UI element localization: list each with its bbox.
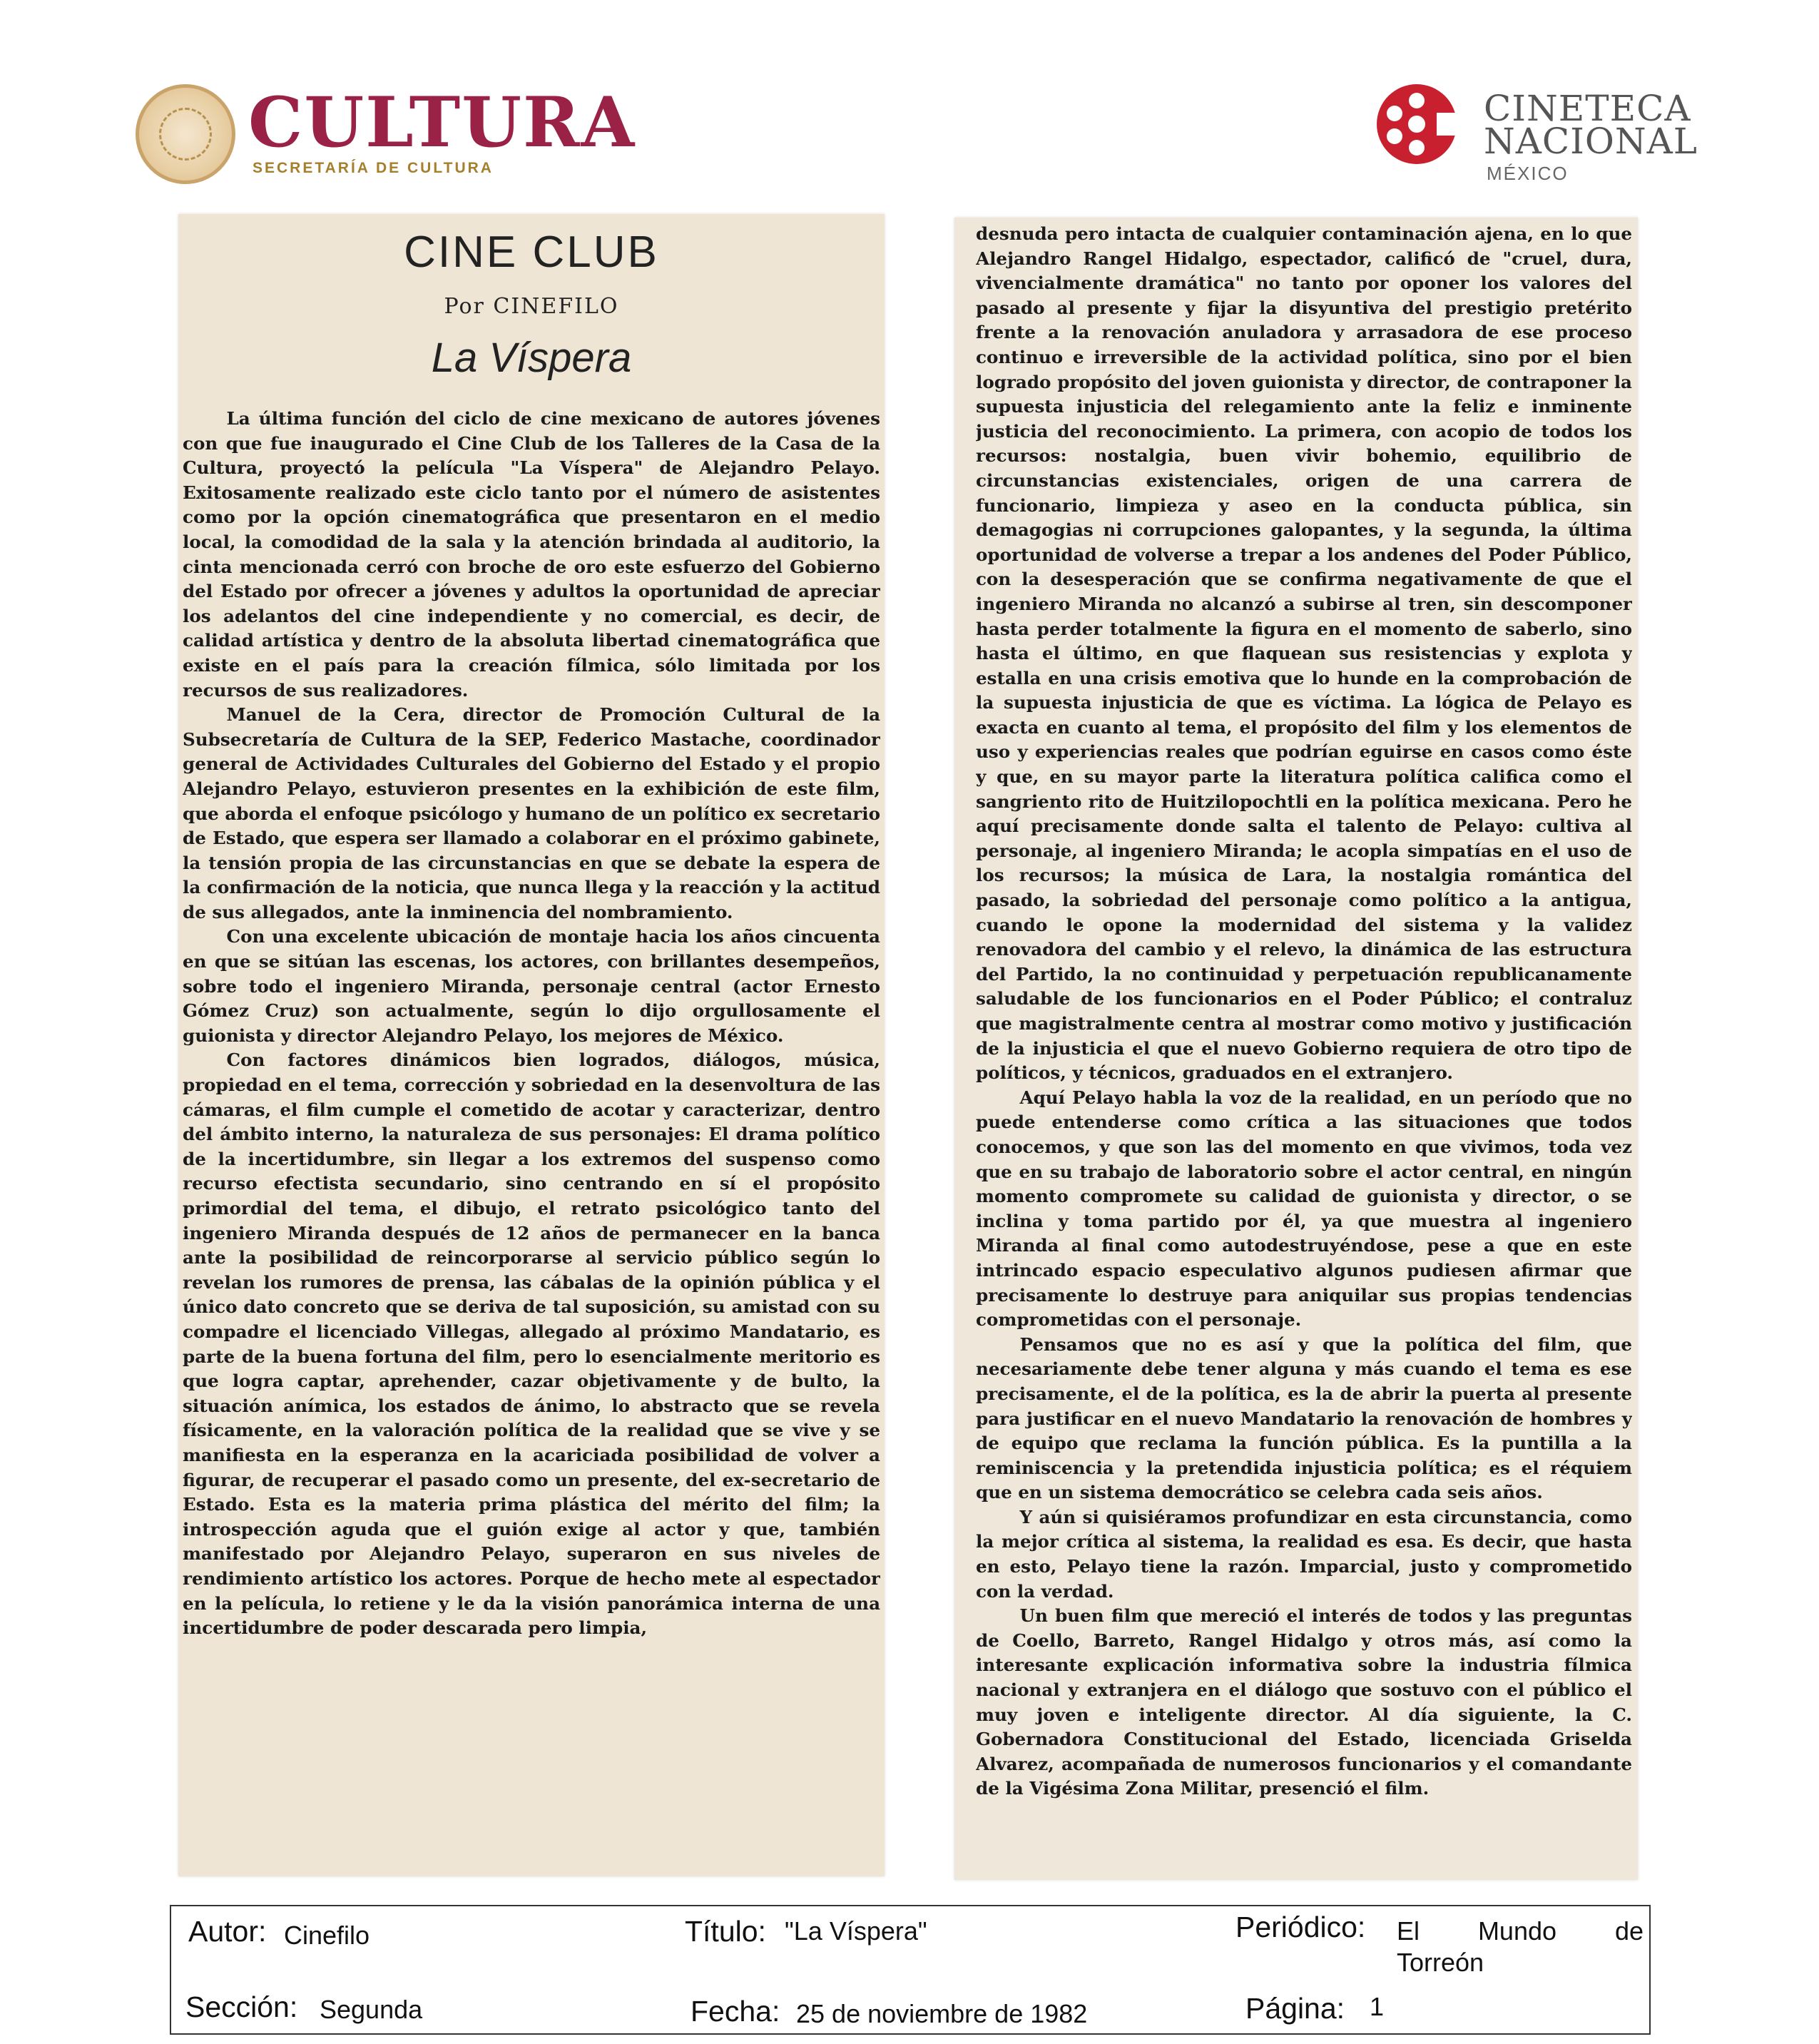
article-paragraph: Con una excelente ubicación de montaje hacia los años cincuenta en que se sitúan las escenas, los actores, con brillantes desempeños, sobre todo el ingeniero Miranda, personaje central (actor Ernesto Gómez Cruz) son actualmente, según lo dijo orgullosamente el guionista y director Alejandro Pelayo, los mejores de México. — [183, 926, 880, 1046]
metadata-box — [170, 1905, 1651, 2035]
headline: La Víspera — [431, 335, 632, 381]
newspaper-clipping-left — [178, 214, 885, 1876]
cultura-logo-title: CULTURA — [248, 82, 636, 163]
article-paragraph: Y aún si quisiéramos profundizar en esta circunstancia, como la mejor crítica al sistema, la realidad es esa. Es decir, que hasta en esto, Pelayo tiene la razón. Imparcial, justo y comprometido con la verdad. — [976, 1506, 1632, 1602]
fecha-label: Fecha: — [691, 1995, 780, 2028]
autor-label: Autor: — [188, 1915, 267, 1948]
seccion-label: Sección: — [185, 1990, 298, 2023]
autor-value: Cinefilo — [284, 1921, 370, 1950]
fecha-value: 25 de noviembre de 1982 — [796, 1999, 1088, 2028]
periodico-value-line2: Torreón — [1397, 1948, 1484, 1977]
article-paragraph: Con factores dinámicos bien logrados, diálogos, música, propiedad en el tema, corrección y sobriedad en la desenvoltura de las cámaras, el film cumple el cometido de acotar y caracterizar, dentro del ámbito interno, la naturaleza de sus personajes: El drama político de la incertidumbre, sin llegar a los extremos del suspenso como recurso efectista secundario, sino centrando en sí el propósito primordial del tema, el dibujo, el retrato psicológico tanto del ingeniero Miranda después de 12 años de permanecer en la banca ante la posibilidad de reincorporarse al servicio público según lo revelan los rumores de prensa, las cábalas de la opinión pública y el único dato concreto que se deriva de tal suposición, su amistad con su compadre el licenciado Villegas, allegado al próximo Mandatario, es parte de la buena fortuna del film, pero lo esencialmente meritorio es que logra captar, aprehender, cazar objetivamente y de bulto, la situación anímica, los estados de ánimo, lo abstracto que se revela físicamente, en la valoración política de la realidad que se vive y se manifiesta en la esperanza en la acariciada posibilidad de volver a figurar, de recuperar el pasado como un presente, del ex-secretario de Estado. Esta es la materia prima plástica del mérito del film; la introspección aguda que el guión exige al actor y que, también manifestado por Alejandro Pelayo, superaron en sus niveles de rendimiento artístico los actores. Porque de hecho mete al espectador en la película, lo retiene y le da la visión panorámica interna de una incertidumbre de poder descarada pero limpia, — [183, 1049, 880, 1639]
article-paragraph: Pensamos que no es así y que la política del film, que necesariamente debe tener alguna y más cuando el tema es ese precisamente, el de la política, es la de abrir la puerta al presente para justificar en el nuevo Mandatario la renovación de hombres y de equipo que reclama la función pública. Es la puntilla a la reminiscencia y la pretendida injusticia política; es el réquiem que en un sistema democrático se celebra cada seis años. — [976, 1333, 1632, 1503]
periodico-value-line1: El Mundo de — [1397, 1916, 1644, 1946]
cineteca-logo-line2: NACIONAL — [1484, 121, 1698, 162]
cineteca-logo-line3: MÉXICO — [1487, 163, 1569, 184]
article-column-left — [183, 407, 880, 1869]
titulo-label: Título: — [685, 1915, 766, 1948]
seccion-value: Segunda — [320, 1995, 423, 2024]
cineteca-logo — [1377, 84, 1698, 184]
byline: Por CINEFILO — [444, 294, 619, 319]
cultura-logo — [136, 82, 636, 184]
article-paragraph: Un buen film que mereció el interés de todos y las preguntas de Coello, Barreto, Rangel Hidalgo y otros más, así como la interesante explicación informativa sobre la industria fílmica nacional y extranjera en el diálogo que sostuvo con el público el muy joven e inteligente director. Al día siguiente, la C. Gobernadora Constitucional del Estado, licenciada Griselda Alvarez, acompañada de numerosos funcionarios y el comandante de la Vigésima Zona Militar, presenció el film. — [976, 1605, 1632, 1799]
article-column-right — [976, 222, 1632, 1877]
periodico-label: Periódico: — [1235, 1911, 1366, 1943]
article-paragraph: La última función del ciclo de cine mexicano de autores jóvenes con que fue inaugurado el Cine Club de los Talleres de la Casa de la Cultura, proyectó la película "La Víspera" de Alejandro Pelayo. Exitosamente realizado este ciclo tanto por el número de asistentes como por la opción cinematográfica que presentaron en el medio local, la comodidad de la sala y la atención brindada al auditorio, la cinta mencionada cerró con broche de oro este esfuerzo del Gobierno del Estado por ofrecer a jóvenes y adultos la oportunidad de apreciar los adelantos del cine independiente y no comercial, es decir, de calidad artística y dentro de la absoluta libertad cinematográfica que existe en el país para la creación fílmica, sólo limitada por los recursos de sus realizadores. — [183, 408, 880, 701]
titulo-value: "La Víspera" — [785, 1916, 927, 1946]
film-reel-icon — [1377, 84, 1457, 164]
section-title: CINE CLUB — [404, 228, 659, 277]
mexico-seal-icon — [136, 84, 235, 184]
cineteca-logo-line1: CINETECA — [1484, 88, 1691, 129]
cultura-logo-subtitle: SECRETARÍA DE CULTURA — [253, 160, 494, 176]
article-paragraph: Aquí Pelayo habla la voz de la realidad, en un período que no puede entenderse como crítica a las situaciones que todos conocemos, y que son las del momento en que vivimos, toda vez que en su trabajo de laboratorio sobre el actor central, en ningún momento compromete su calidad de guionista y director, o se inclina y toma partido por él, ya que muestra al ingeniero Miranda al final como autodestruyéndose, pese a que en este intrincado espacio especulativo algunos pudiesen afirmar que precisamente lo destruye para aniquilar sus propias tendencias comprometidas con el personaje. — [976, 1087, 1632, 1331]
article-paragraph: desnuda pero intacta de cualquier contaminación ajena, en lo que Alejandro Rangel Hidalgo, espectador, calificó de "cruel, dura, vivencialmente dramática" no tanto por oponer los valores del pasado al presente y fijar la disyuntiva del prestigio pretérito frente a la renovación anuladora y arrasadora de ese proceso continuo e irreversible de la actividad política, sino por el bien logrado propósito del joven guionista y director, de contraponer la supuesta injusticia del relegamiento ante la feliz e inminente justicia del reconocimiento. La primera, con acopio de todos los recursos: nostalgia, buen vivir bohemio, equilibrio de circunstancias existenciales, origen de una carrera de funcionario, limpieza y aseo en la conducta pública, sin demagogias ni corrupciones galopantes, y la segunda, la última oportunidad de volverse a trepar a los andenes del Poder Público, con la desesperación que se confirma negativamente de que el ingeniero Miranda no alcanzó a subirse al tren, sin descomponer hasta perder totalmente la figura en el momento de saberlo, sino hasta el último, en que flaquean sus resistencias y explota y estalla en una crisis emotiva que lo hunde en la comprobación de la supuesta injusticia de que es víctima. La lógica de Pelayo es exacta en cuanto al tema, el propósito del film y los elementos de uso y experiencias reales que podrían eguirse en casos como éste y que, en su mayor parte la literatura política califica como el sangriento rito de Huitzilopochtli en la política mexicana. Pero he aquí precisamente donde salta el talento de Pelayo: cultiva al personaje, al ingeniero Miranda; le acopla simpatías en el uso de los recursos; la música de Lara, la nostalgia romántica del pasado, la sobriedad del personaje como político a la antigua, cuando le opone la modernidad del sistema y la validez renovadora del cambio y el relevo, la dinámica de las estructura del Partido, la no continuidad y perpetuación republicanamente saludable de los funcionarios en el Poder Público; el contraluz que magistralmente centra al mostrar como motivo y justificación de la injusticia el que el nuevo Gobierno requiera de otro tipo de políticos, y técnicos, graduados en el extranjero. — [976, 223, 1632, 1084]
pagina-value: 1 — [1370, 1992, 1385, 2021]
pagina-label: Página: — [1245, 1992, 1345, 2025]
article-paragraph: Manuel de la Cera, director de Promoción Cultural de la Subsecretaría de Cultura de la SEP, Federico Mastache, coordinador general de Actividades Culturales del Gobierno del Estado y el propio Alejandro Pelayo, estuvieron presentes en la exhibición de este film, que aborda el enfoque psicólogo y humano de un político ex secretario de Estado, que espera ser llamado a colaborar en el próximo gabinete, la tensión propia de las circunstancias en que se debate la espera de la confirmación de la noticia, que nunca llega y la reacción y la actitud de sus allegados, ante la inminencia del nombramiento. — [183, 704, 880, 922]
newspaper-clipping-right — [954, 218, 1638, 1880]
